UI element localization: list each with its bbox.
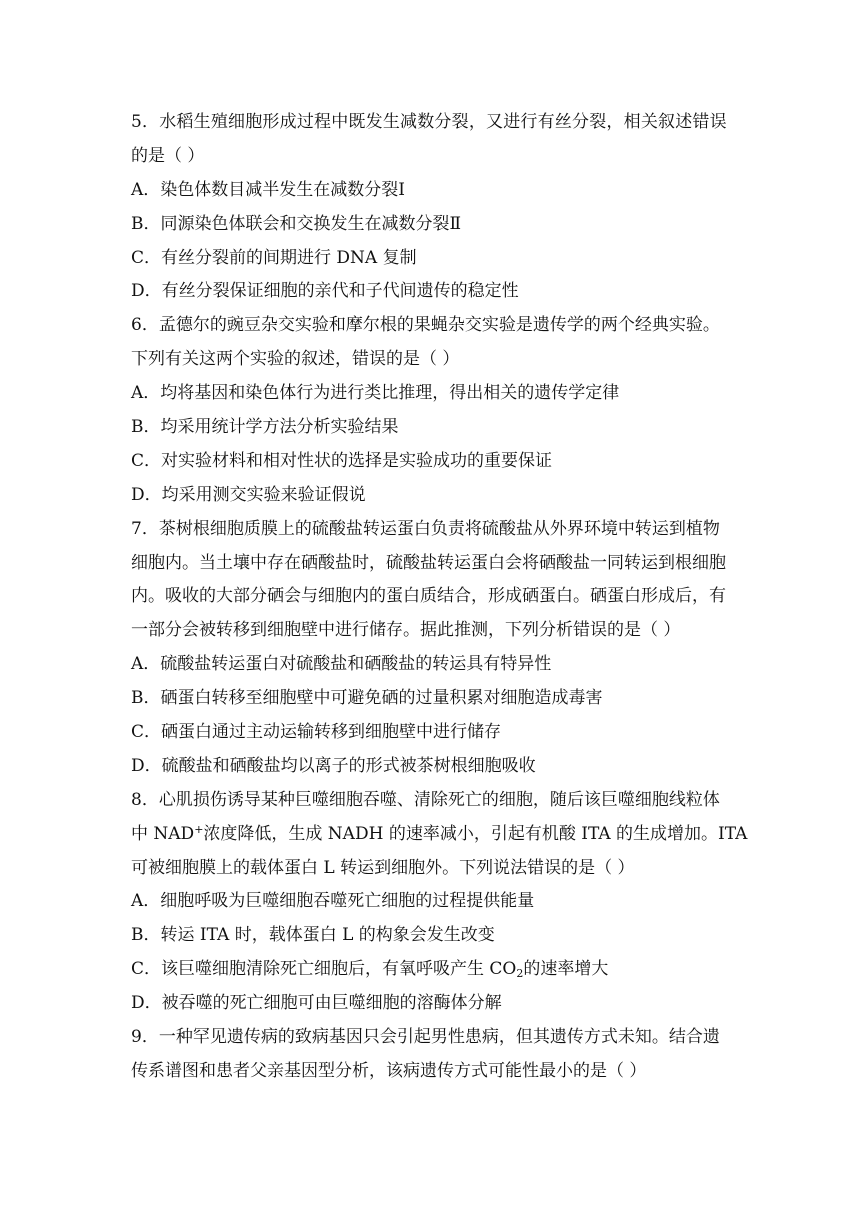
question-5-option-c: C．有丝分裂前的间期进行 DNA 复制 [131, 247, 417, 268]
question-5-option-b: B．同源染色体联会和交换发生在减数分裂Ⅱ [131, 213, 462, 234]
question-9-stem-line-1: 9．一种罕见遗传病的致病基因只会引起男性患病，但其遗传方式未知。结合遗 [131, 1027, 720, 1048]
question-8-option-b: B．转运 ITA 时，载体蛋白 L 的构象会发生改变 [131, 925, 495, 946]
question-6-stem-line-1: 6．孟德尔的豌豆杂交实验和摩尔根的果蝇杂交实验是遗传学的两个经典实验。 [131, 315, 720, 336]
question-6-option-a: A．均将基因和染色体行为进行类比推理，得出相关的遗传学定律 [131, 383, 620, 404]
question-list [131, 106, 748, 1089]
question-8-stem-line-2-text-b: 浓度降低，生成 NADH 的速率减小，引起有机酸 ITA 的生成增加。ITA [203, 823, 748, 844]
question-5-option-a: A．染色体数目减半发生在减数分裂Ⅰ [131, 179, 405, 200]
question-7 [131, 513, 731, 784]
question-6-option-b: B．均采用统计学方法分析实验结果 [131, 417, 399, 438]
question-6-option-d: D．均采用测交实验来验证假说 [131, 484, 366, 505]
question-7-option-c: C．硒蛋白通过主动运输转移到细胞壁中进行储存 [131, 722, 502, 743]
question-8-option-d: D．被吞噬的死亡细胞可由巨噬细胞的溶酶体分解 [131, 993, 502, 1014]
question-7-stem-line-1: 7．茶树根细胞质膜上的硫酸盐转运蛋白负责将硫酸盐从外界环境中转运到植物 [131, 518, 720, 539]
question-7-stem-line-4: 一部分会被转移到细胞壁中进行储存。据此推测，下列分析错误的是（ ） [131, 620, 681, 641]
question-8-option-a: A．细胞呼吸为巨噬细胞吞噬死亡细胞的过程提供能量 [131, 891, 535, 912]
question-6-option-c: C．对实验材料和相对性状的选择是实验成功的重要保证 [131, 450, 553, 471]
question-7-option-d: D．硫酸盐和硒酸盐均以离子的形式被茶树根细胞吸收 [131, 755, 536, 776]
question-5 [131, 106, 731, 309]
nad-plus-superscript: + [194, 822, 204, 836]
question-8-stem-line-2 [131, 818, 748, 852]
question-8-option-c [131, 953, 731, 987]
question-7-stem-line-2: 细胞内。当土壤中存在硒酸盐时，硫酸盐转运蛋白会将硒酸盐一同转运到根细胞 [131, 552, 726, 573]
question-7-stem-line-3: 内。吸收的大部分硒会与细胞内的蛋白质结合，形成硒蛋白。硒蛋白形成后，有 [131, 586, 726, 607]
question-6-stem-line-2: 下列有关这两个实验的叙述，错误的是（ ） [131, 349, 460, 370]
question-8-option-c-text-b: 的速率增大 [523, 959, 609, 980]
question-9 [131, 1021, 731, 1089]
question-8-stem-line-2-text-a: 中 NAD [131, 823, 195, 844]
question-9-stem-line-2: 传系谱图和患者父亲基因型分析，该病遗传方式可能性最小的是（ ） [131, 1060, 647, 1081]
question-8-option-c-text-a: C．该巨噬细胞清除死亡细胞后，有氧呼吸产生 CO [131, 959, 517, 980]
question-8-stem-line-3: 可被细胞膜上的载体蛋白 L 转运到细胞外。下列说法错误的是（ ） [131, 857, 635, 878]
question-5-stem-line-1: 5．水稻生殖细胞形成过程中既发生减数分裂，又进行有丝分裂，相关叙述错误 [131, 112, 727, 132]
question-7-option-a: A．硫酸盐转运蛋白对硫酸盐和硒酸盐的转运具有特异性 [131, 654, 552, 675]
question-6 [131, 309, 731, 512]
question-7-option-b: B．硒蛋白转移至细胞壁中可避免硒的过量积累对细胞造成毒害 [131, 688, 603, 709]
question-8-stem-line-1: 8．心肌损伤诱导某种巨噬细胞吞噬、清除死亡的细胞，随后该巨噬细胞线粒体 [131, 789, 720, 810]
question-8 [131, 784, 748, 1021]
question-5-stem-line-2: 的是（ ） [131, 145, 205, 166]
question-5-option-d: D．有丝分裂保证细胞的亲代和子代间遗传的稳定性 [131, 281, 519, 302]
co2-subscript: 2 [516, 967, 524, 981]
